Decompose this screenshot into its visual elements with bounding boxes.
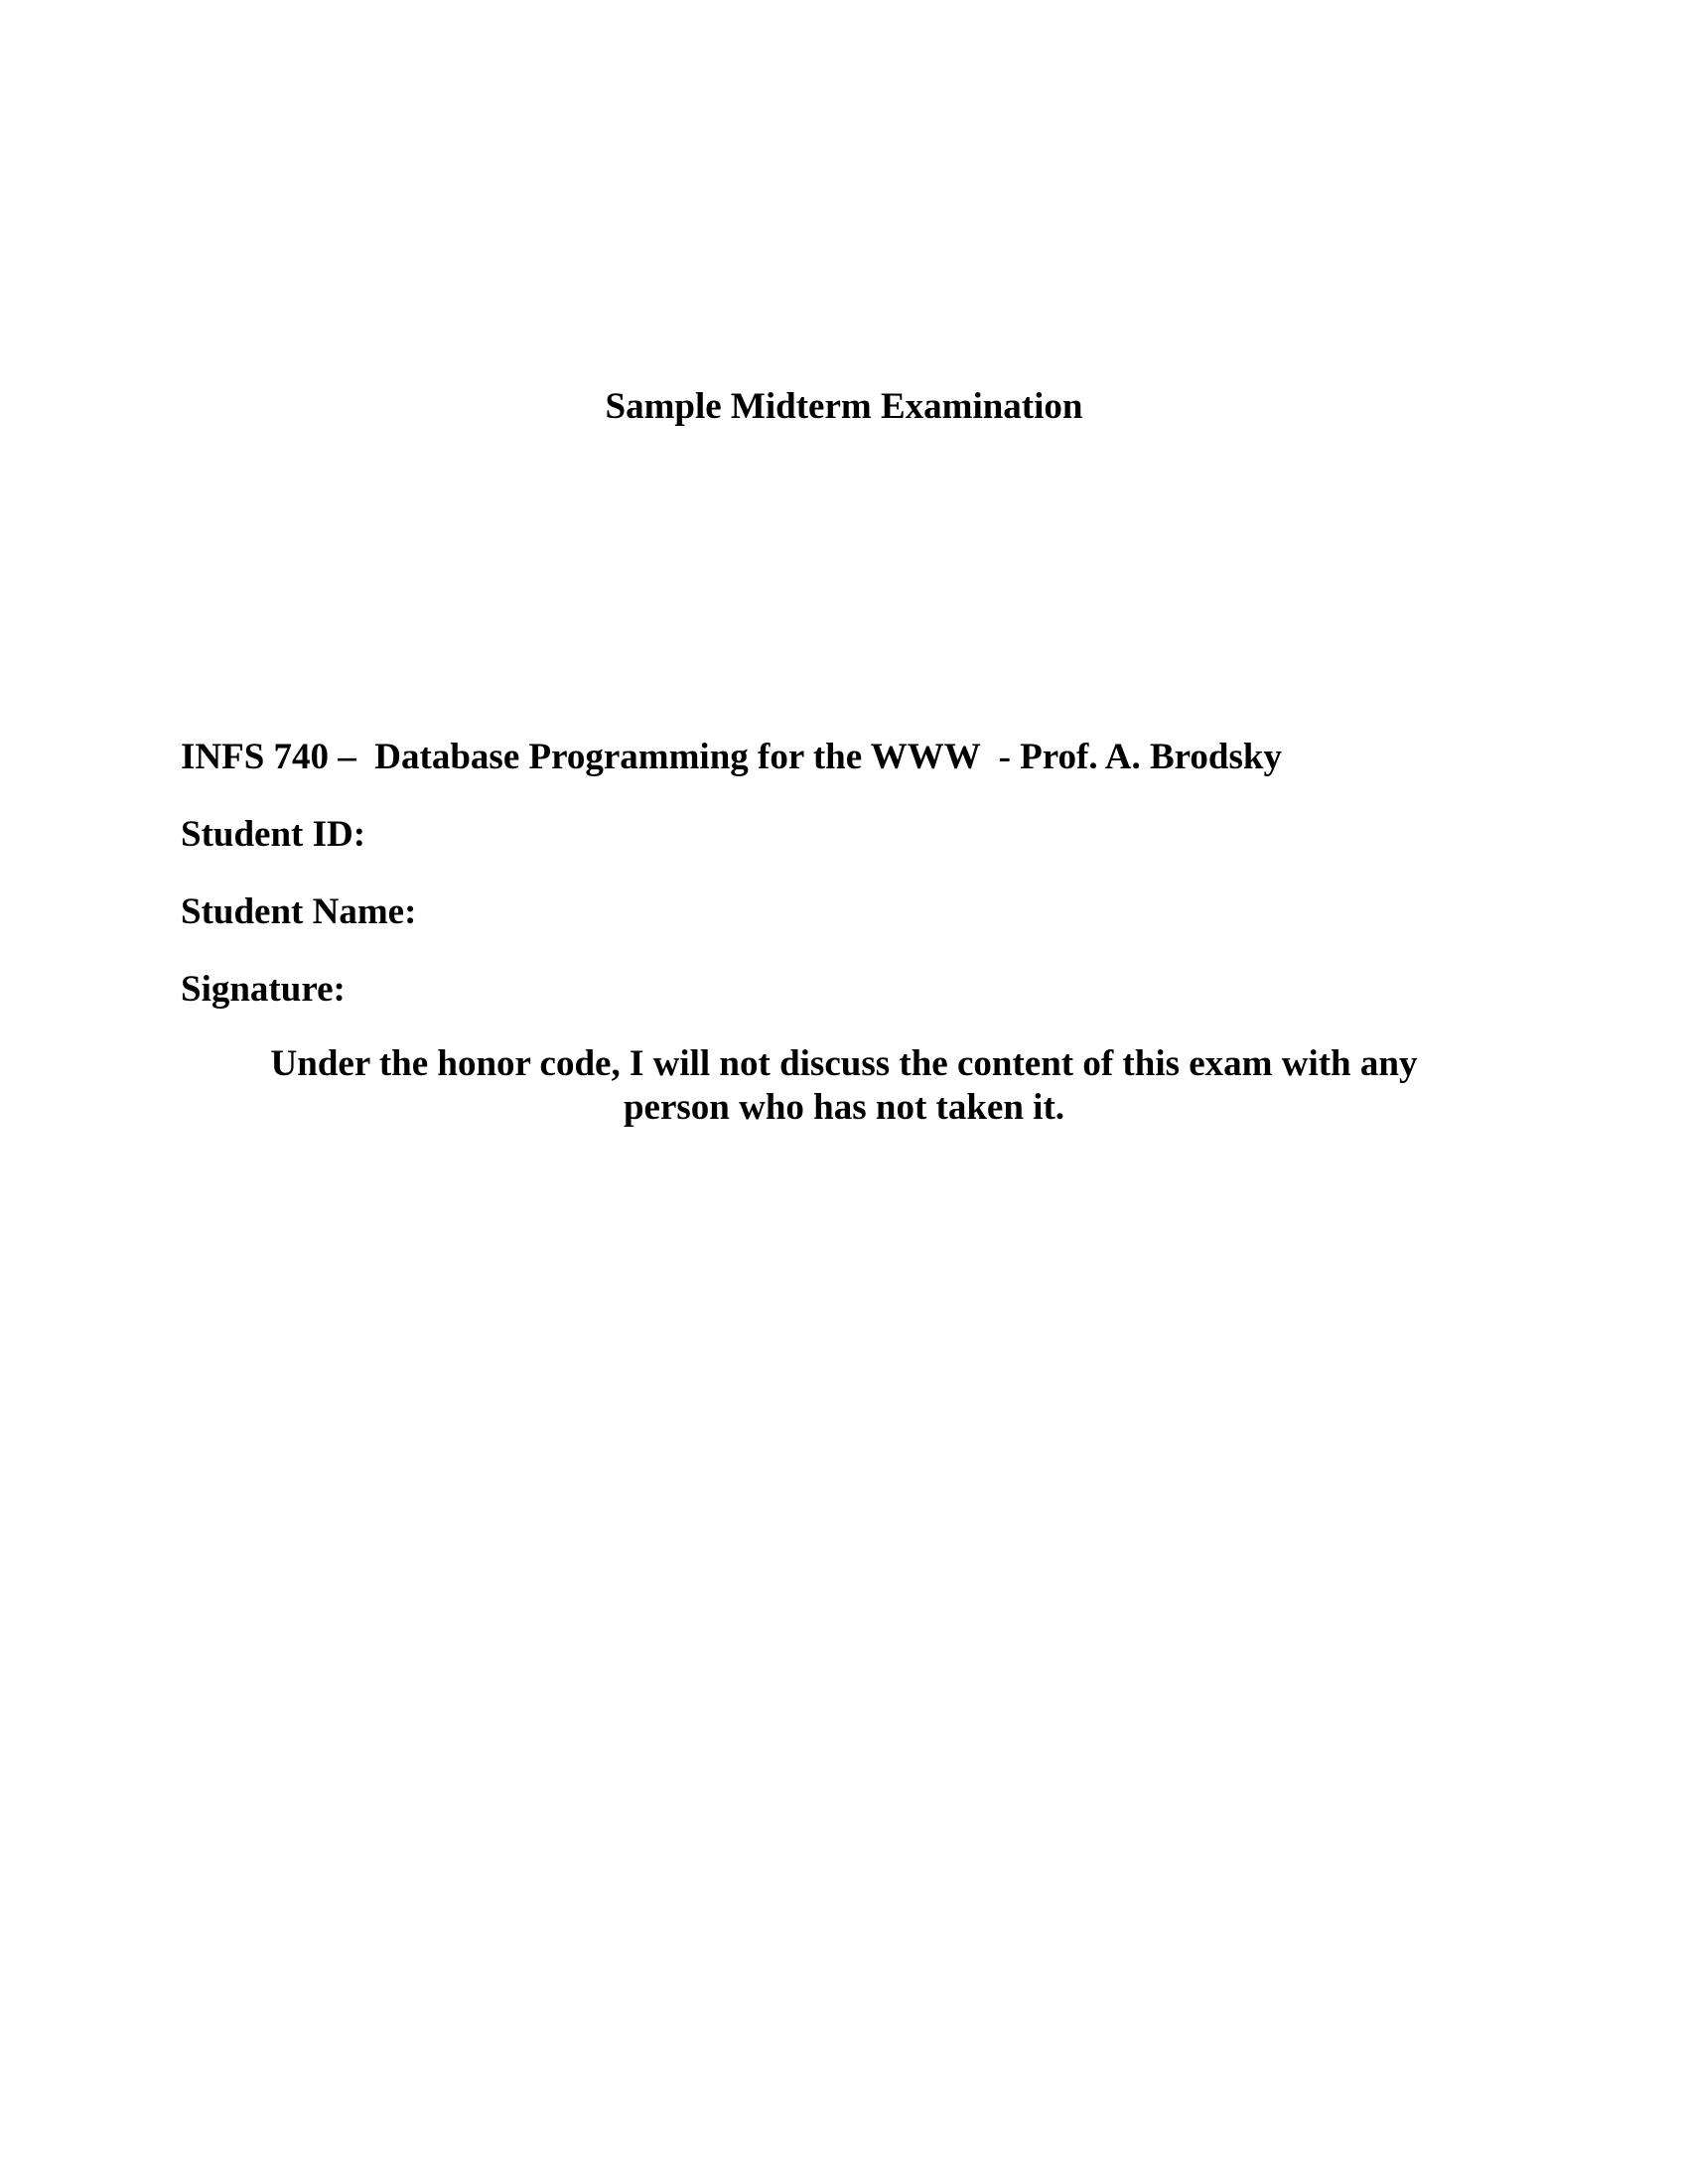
- course-line: INFS 740 – Database Programming for the WWW - Prof. A. Brodsky: [181, 737, 1282, 777]
- student-id-label: Student ID:: [181, 814, 366, 855]
- honor-statement-line-1: Under the honor code, I will not discuss the content of this exam with any: [270, 1043, 1418, 1084]
- honor-statement: [0, 1042, 1688, 1130]
- signature-label: Signature:: [181, 969, 346, 1010]
- honor-statement-line-2: person who has not taken it.: [623, 1087, 1065, 1128]
- student-name-label: Student Name:: [181, 891, 417, 932]
- page-title: Sample Midterm Examination: [605, 386, 1083, 427]
